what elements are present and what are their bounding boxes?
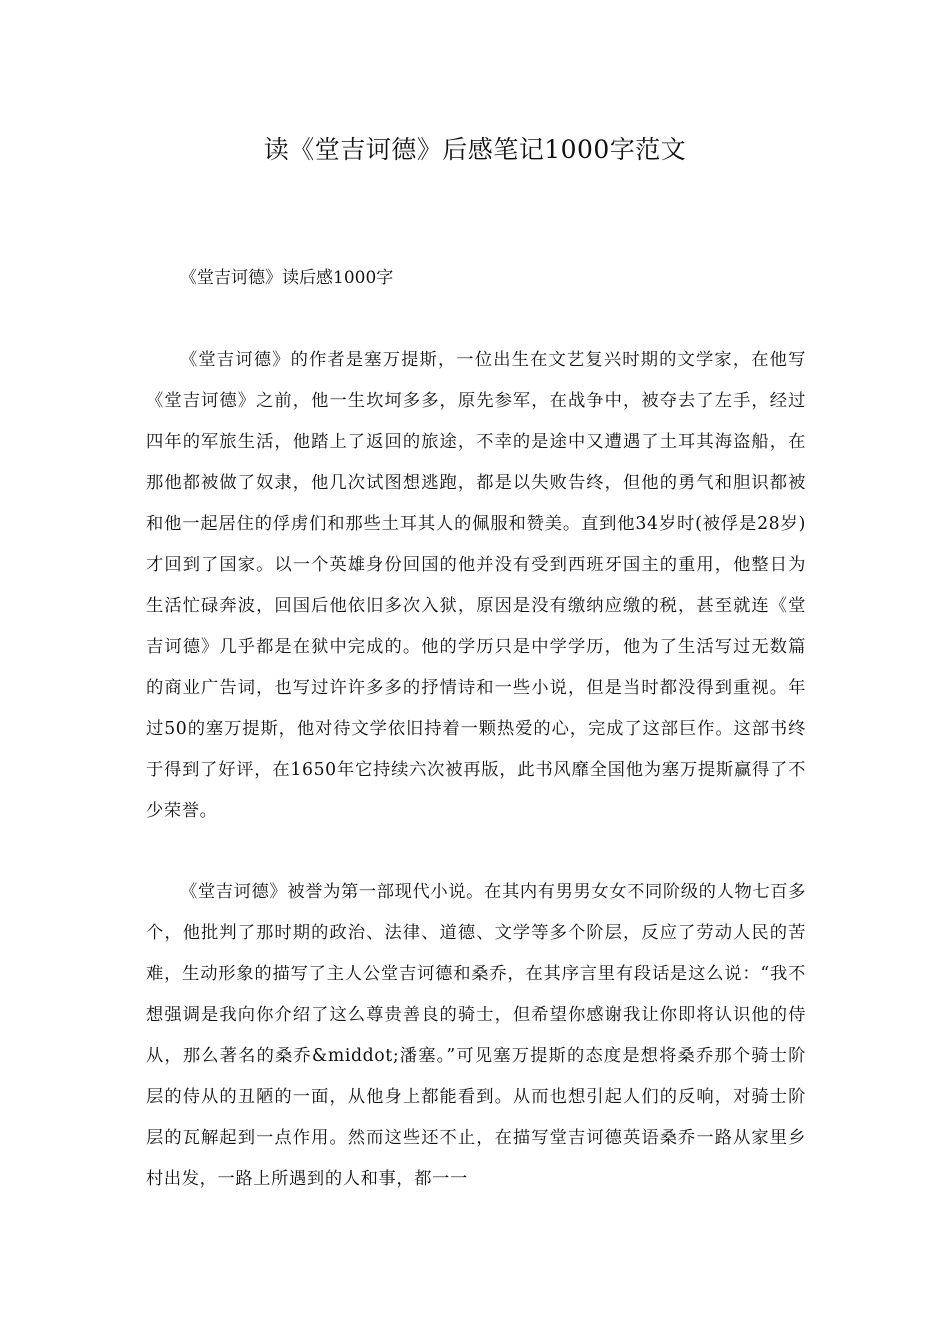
document-subtitle: 《堂吉诃德》读后感1000字	[180, 268, 394, 288]
body-paragraph: 《堂吉诃德》被誉为第一部现代小说。在其内有男男女女不同阶级的人物七百多个，他批判了那时期的政治、法律、道德、文学等多个阶层，反应了劳动人民的苦难，生动形象的描写了主人公堂吉诃德和桑乔，在其序言里有段话是这么说：“我不想强调是我向你介绍了这么尊贵善良的骑士，但希望你感谢我让你即将认识他的侍从，那么著名的桑乔&middot;潘塞。”可见塞万提斯的态度是想将桑乔那个骑士阶层的侍从的丑陋的一面，从他身上都能看到。从而也想引起人们的反响，对骑士阶层的瓦解起到一点作用。然而这些还不止，在描写堂吉诃德英语桑乔一路从家里乡村出发，一路上所遇到的人和事，都一一	[146, 882, 806, 1189]
document-title: 读《堂吉诃德》后感笔记1000字范文	[263, 135, 687, 164]
body-paragraph: 《堂吉诃德》的作者是塞万提斯，一位出生在文艺复兴时期的文学家，在他写《堂吉诃德》之前，他一生坎坷多多，原先参军，在战争中，被夺去了左手，经过四年的军旅生活，他踏上了返回的旅途，不幸的是途中又遭遇了土耳其海盗船，在那他都被做了奴隶，他几次试图想逃跑，都是以失败告终，但他的勇气和胆识都被和他一起居住的俘虏们和那些土耳其人的佩服和赞美。直到他34岁时(被俘是28岁)才回到了国家。以一个英雄身份回国的他并没有受到西班牙国主的重用，他整日为生活忙碌奔波，回国后他依旧多次入狱，原因是没有缴纳应缴的税，甚至就连《堂吉诃德》几乎都是在狱中完成的。他的学历只是中学学历，他为了生活写过无数篇的商业广告词，也写过许许多多的抒情诗和一些小说，但是当时都没得到重视。年过50的塞万提斯，他对待文学依旧持着一颗热爱的心，完成了这部巨作。这部书终于得到了好评，在1650年它持续六次被再版，此书风靡全国他为塞万提斯赢得了不少荣誉。	[146, 350, 806, 821]
